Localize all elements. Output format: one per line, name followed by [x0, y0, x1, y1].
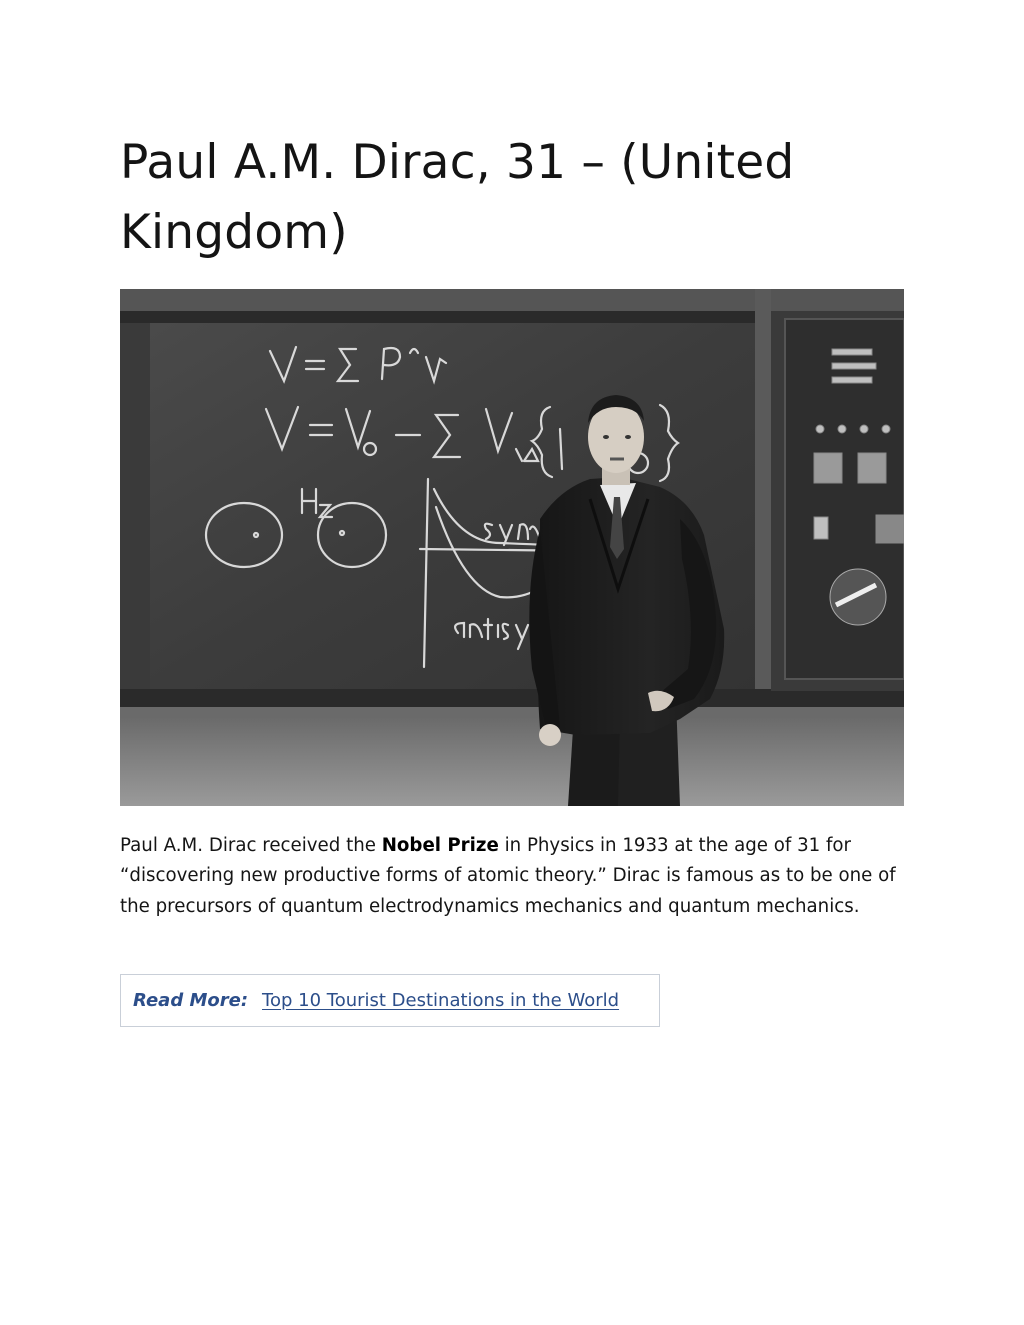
dirac-blackboard-photo: [120, 289, 904, 806]
read-more-link[interactable]: Top 10 Tourist Destinations in the World: [262, 990, 620, 1011]
article-paragraph: [120, 831, 906, 922]
paragraph-text-start: Paul A.M. Dirac received the: [120, 835, 382, 856]
paragraph-text-end: in Physics in 1933 at the age of 31 for “discovering new productive forms of atomic theory.” Dirac is famous as to be one of the precursors of quantum electrodynamics mechanics and quantum mechanics.: [120, 835, 896, 917]
nobel-prize-emphasis: Nobel Prize: [381, 835, 499, 856]
read-more-box: [120, 974, 660, 1027]
page-title: Paul A.M. Dirac, 31 – (United Kingdom): [120, 135, 795, 260]
article-photo: [120, 289, 904, 806]
read-more-label: Read More:: [133, 990, 249, 1011]
